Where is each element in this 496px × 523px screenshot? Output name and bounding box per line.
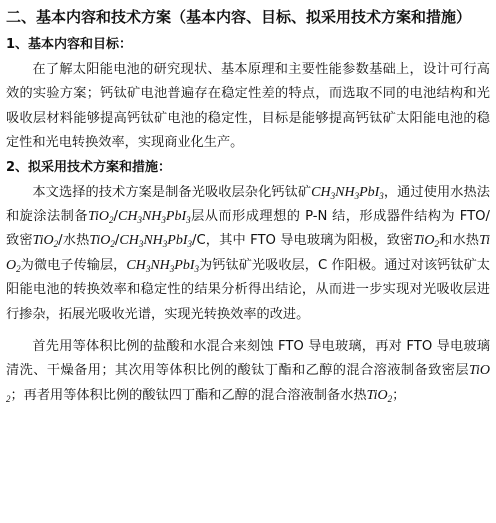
text-run: 首先用等体积比例的盐酸和水混合来刻蚀 FTO 导电玻璃，再对 FTO 导电玻璃清洗、干燥备用；其次用等体积比例的酸钛丁酯和乙醇的混合溶液制备致密层 bbox=[6, 339, 490, 379]
text-run: 为钙钛矿光吸收层，C 作阳极。通过对该钙钛矿太阳能电池的转换效率和稳定性的结果分析得出结论，从而进一步实现对光吸收层进行掺杂，拓展光吸收光谱，实现光转换效率的改进。 bbox=[6, 257, 490, 322]
subheading-technical-plan: 2、拟采用技术方案和措施： bbox=[6, 159, 172, 175]
text-run: 层从而形成理想的 P-N 结，形成器件结构为 FTO/致密 bbox=[6, 209, 490, 249]
text-run: 本文选择的技术方案是制备光吸收层杂化钙钛矿 bbox=[32, 184, 312, 200]
paragraph-procedure bbox=[6, 335, 490, 408]
formula-tio2: TiO$_2$ bbox=[413, 233, 439, 250]
formula-ch3nh3pbi3: $CH_3NH_3PbI_3$ bbox=[117, 209, 191, 226]
text-run: /C，其中 FTO 导电玻璃为阳极，致密 bbox=[192, 233, 414, 249]
text-run: /水热 bbox=[58, 233, 90, 249]
formula-tio2: TiO$_2$ bbox=[366, 387, 393, 404]
section-heading: 二、基本内容和技术方案（基本内容、目标、拟采用技术方案和措施） bbox=[6, 8, 472, 26]
formula-tio2: TiO$_2$ bbox=[89, 233, 115, 250]
text-run: 为微电子传输层， bbox=[20, 257, 127, 273]
subheading-content-goals: 1、基本内容和目标： bbox=[6, 37, 133, 52]
formula-ch3nh3pbi3: $CH_3NH_3PbI_3$ bbox=[126, 257, 200, 274]
formula-ch3nh3pbi3: $CH_3NH_3PbI_3$ bbox=[311, 184, 384, 201]
text-run: ；再者用等体积比例的酸钛四丁酯和乙醇的混合溶液制备水热 bbox=[10, 387, 367, 403]
formula-tio2: TiO$_2$ bbox=[6, 363, 490, 404]
paragraph-technical-plan: 本文选择的技术方案是制备光吸收层杂化钙钛矿$CH_3NH_3PbI_3$，通过使用水热法和旋涂法制备$TiO_2/CH_3NH_3PbI_3$层从而形成理想的 P-N 结，形成器件结构为 FTO/致密TiO$_2$/水热$TiO_2/CH_3NH_3PbI_3/C$，其中 FTO 导电玻璃为阳极，致密TiO$_2$和水热TiO$_2$为微电子传输层，$CH_3NH_3PbI_3$为钙钛矿光吸收层，C 作阳极。通过对该钙钛矿太阳能电池的转换效率和稳定性的结果分析得出结论，从而进一步实现对光吸收层进行掺杂，拓展光吸收光谱，实现光转换效率的改进。 bbox=[6, 184, 491, 322]
text-run: 和水热 bbox=[438, 233, 480, 249]
text-run: ； bbox=[392, 387, 406, 403]
formula-ch3nh3pbi3: $CH_3NH_3PbI_3$ bbox=[119, 233, 192, 250]
formula-tio2: TiO$_2$ bbox=[88, 209, 114, 226]
formula-tio2: TiO$_2$ bbox=[6, 233, 491, 274]
formula-tio2: TiO$_2$ bbox=[32, 233, 59, 250]
paragraph-content-goals: 在了解太阳能电池的研究现状、基本原理和主要性能参数基础上，设计可行高效的实验方案；钙钛矿电池普遍存在稳定性差的特点，而选取不同的电池结构和光吸收层材料能够提高钙钛矿电池的稳定性，目标是能够提高钙钛矿太阳能电池的稳定性和光电转换效率，实现商业化生产。 bbox=[6, 62, 490, 151]
text-run: ，通过使用水热法和旋涂法制备 bbox=[6, 184, 490, 225]
